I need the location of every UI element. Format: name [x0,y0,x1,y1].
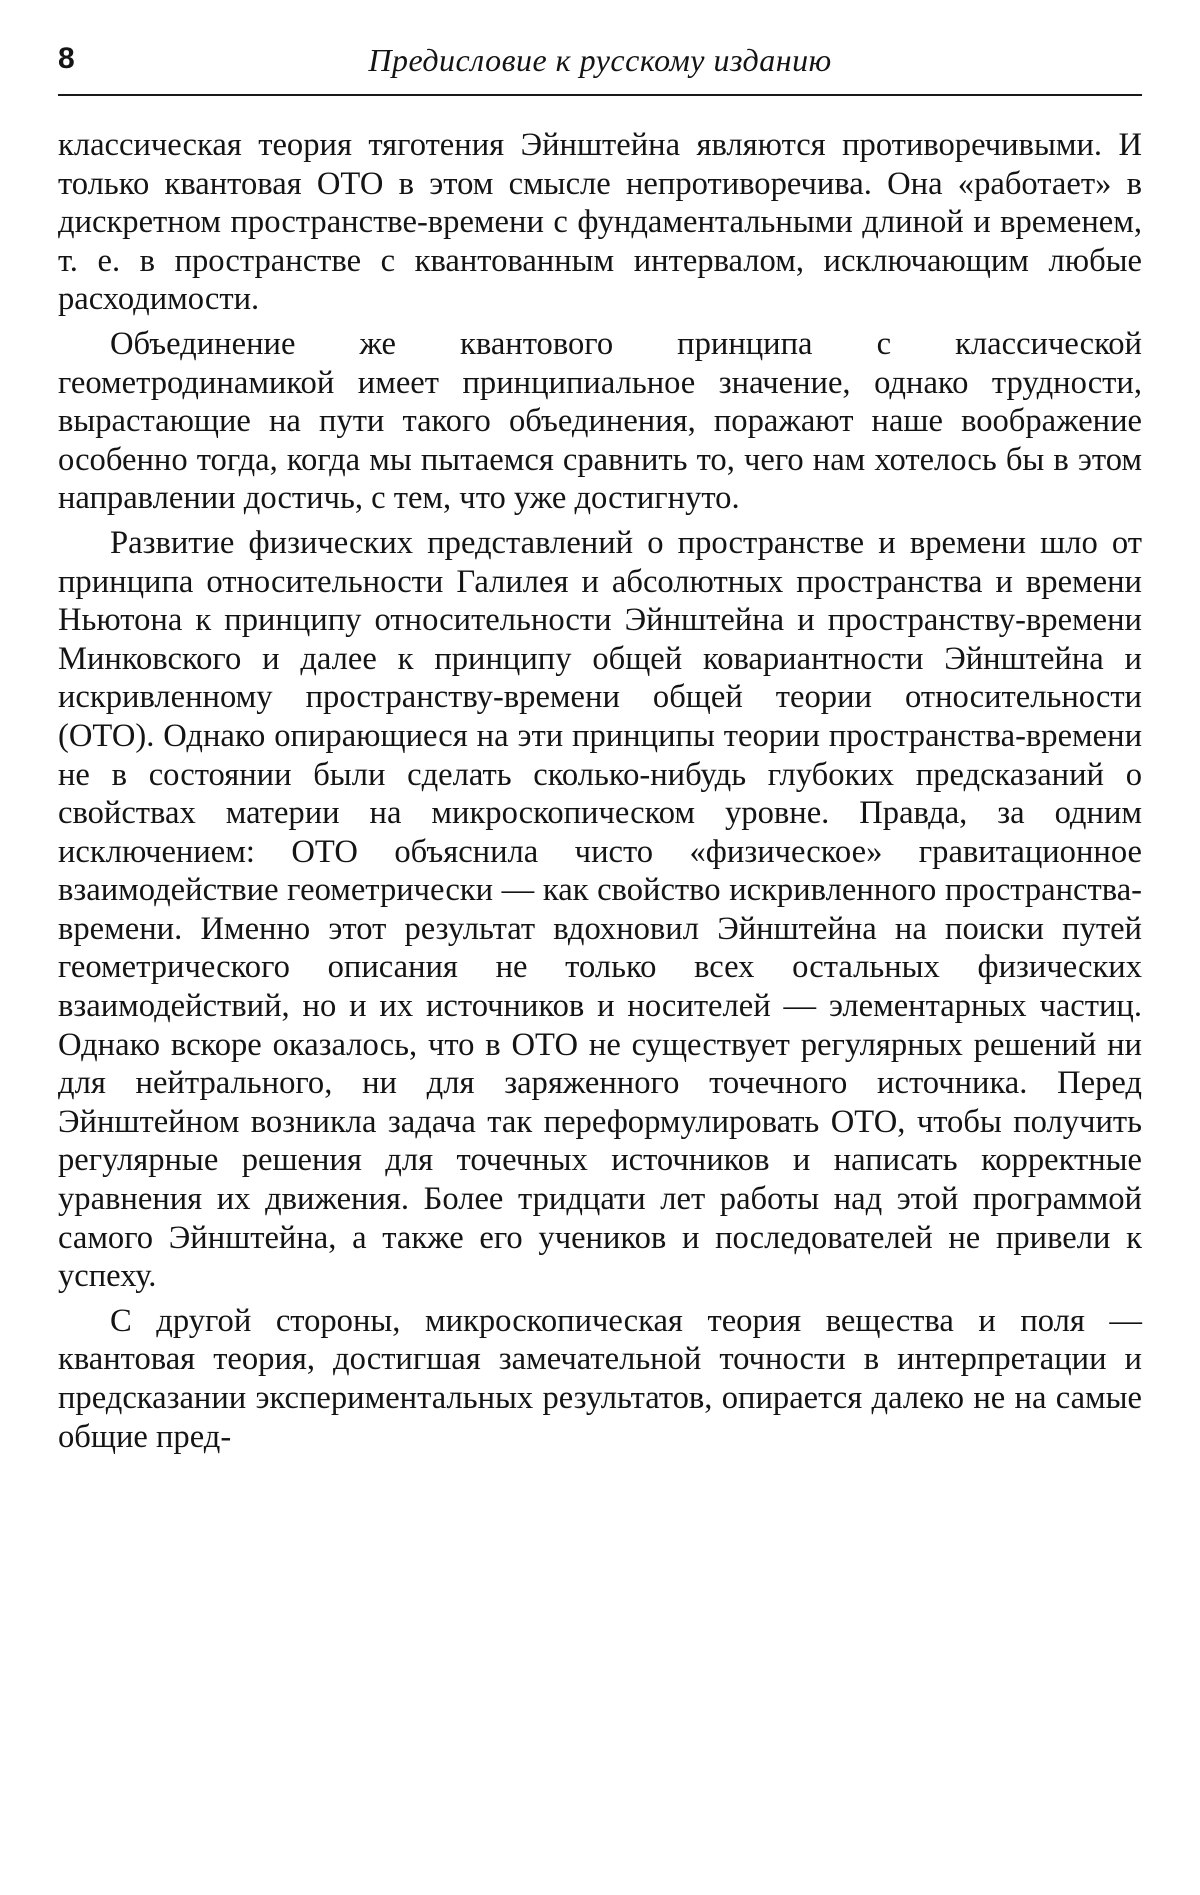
paragraph-continuation: классическая теория тяготения Эйнштейна являются противоречивыми. И только квантовая ОТО в этом смысле непротиворечива. Она «работает» в дискретном пространстве-времени с фундаментальными длиной и временем, т. е. в пространстве с квантованным интервалом, исключающим любые расходимости. [58,127,1142,318]
paragraph-quantum-theory: С другой стороны, микроскопическая теория вещества и поля — квантовая теория, достигшая замечательной точности в интерпретации и предсказании экспериментальных результатов, опирается далеко не на самые общие пред- [58,1302,1142,1455]
paragraph-unification: Объединение же квантового принципа с классической геометродинамикой имеет принципиальное значение, однако трудности, вырастающие на пути такого объединения, поражают наше воображение особенно тогда, когда мы пытаемся сравнить то, чего нам хотелось бы в этом направлении достичь, с тем, что уже достигнуто. [58,325,1142,517]
running-title: Предисловие к русскому изданию [368,42,832,78]
page-number: 8 [58,42,75,75]
body-text [58,126,1142,1456]
paragraph-development: Развитие физических представлений о пространстве и времени шло от принципа относительности Галилея и абсолютных пространства и времени Ньютона к принципу относительности Эйнштейна и пространству-времени Минковского и далее к принципу общей ковариантности Эйнштейна и искривленному пространству-времени общей теории относительности (ОТО). Однако опирающиеся на эти принципы теории пространства-времени не в состоянии были сделать сколько-нибудь глубоких предсказаний о свойствах материи на микроскопическом уровне. Правда, за одним исключением: ОТО объяснила чисто «физическое» гравитационное взаимодействие геометрически — как свойство искривленного пространства-времени. Именно этот результат вдохновил Эйнштейна на поиски путей геометрического описания не только всех остальных физических взаимодействий, но и их источников и носителей — элементарных частиц. Однако вскоре оказалось, что в ОТО не существует регулярных решений ни для нейтрального, ни для заряженного точечного источника. Перед Эйнштейном возникла задача так переформулировать ОТО, чтобы получить регулярные решения для точечных источников и написать корректные уравнения их движения. Более тридцати лет работы над этой программой самого Эйнштейна, а также его учеников и последователей не привели к успеху. [58,524,1142,1295]
running-head [58,38,1142,96]
